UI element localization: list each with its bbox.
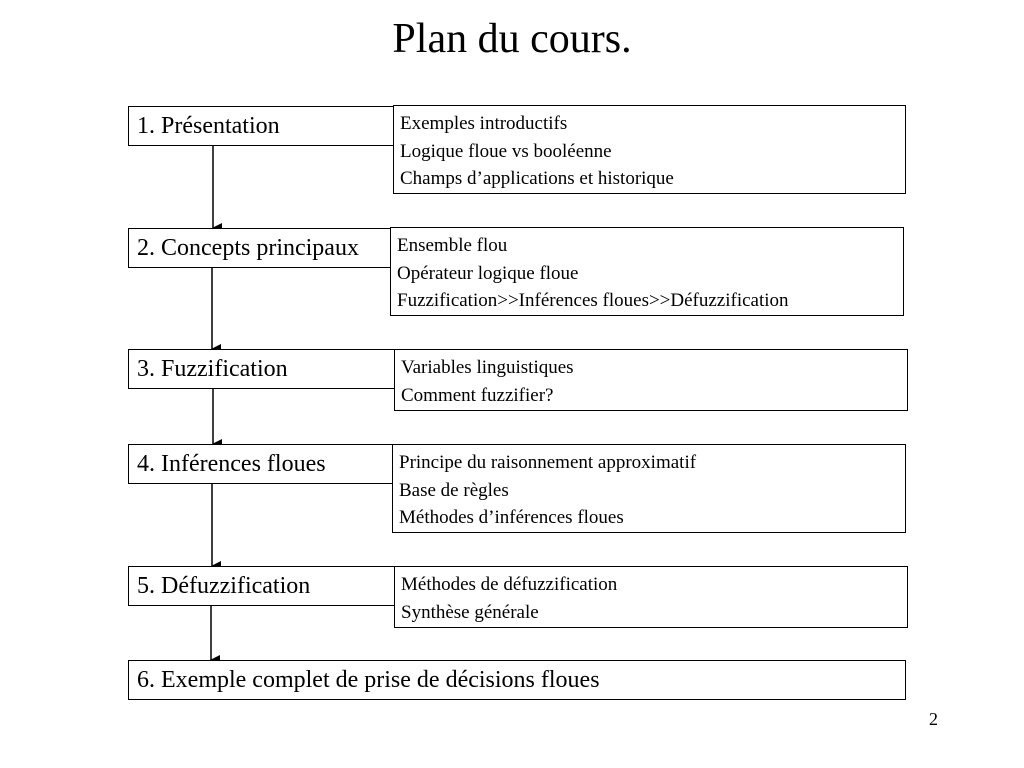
detail-line: Principe du raisonnement approximatif <box>399 452 697 473</box>
section-box-inferences <box>128 444 394 484</box>
detail-line: Base de règles <box>399 479 509 501</box>
section-label: 1. Présentation <box>137 112 280 139</box>
detail-line: Méthodes d’inférences floues <box>399 507 624 528</box>
detail-line: Ensemble flou <box>397 235 508 256</box>
section-box-concepts <box>128 228 392 268</box>
detail-box-inferences <box>392 444 906 533</box>
detail-line: Exemples introductifs <box>400 113 568 134</box>
section-box-defuzzification <box>128 566 396 606</box>
detail-line: Champs d’applications et historique <box>400 168 674 189</box>
detail-box-fuzzification <box>394 349 908 411</box>
detail-line: Méthodes de défuzzification <box>401 574 618 595</box>
detail-line: Opérateur logique floue <box>397 262 579 284</box>
detail-line: Fuzzification>>Inférences floues>>Défuzzification <box>397 290 789 311</box>
section-label: 3. Fuzzification <box>137 355 288 382</box>
page-number: 2 <box>929 709 938 729</box>
section-label: 6. Exemple complet de prise de décisions floues <box>137 666 600 693</box>
slide-title: Plan du cours. <box>392 16 632 62</box>
detail-box-concepts <box>390 227 904 316</box>
detail-line: Variables linguistiques <box>401 357 574 378</box>
detail-box-defuzzification <box>394 566 908 628</box>
section-box-presentation <box>128 106 394 146</box>
section-label: 4. Inférences floues <box>137 450 326 477</box>
section-box-fuzzification <box>128 349 396 389</box>
detail-line: Logique floue vs booléenne <box>400 140 612 162</box>
section-label: 5. Défuzzification <box>137 572 311 599</box>
detail-line: Synthèse générale <box>401 601 539 623</box>
section-label: 2. Concepts principaux <box>137 234 359 261</box>
section-box-exemple-complet <box>128 660 906 700</box>
detail-line: Comment fuzzifier? <box>401 384 554 406</box>
detail-box-presentation <box>393 105 906 194</box>
